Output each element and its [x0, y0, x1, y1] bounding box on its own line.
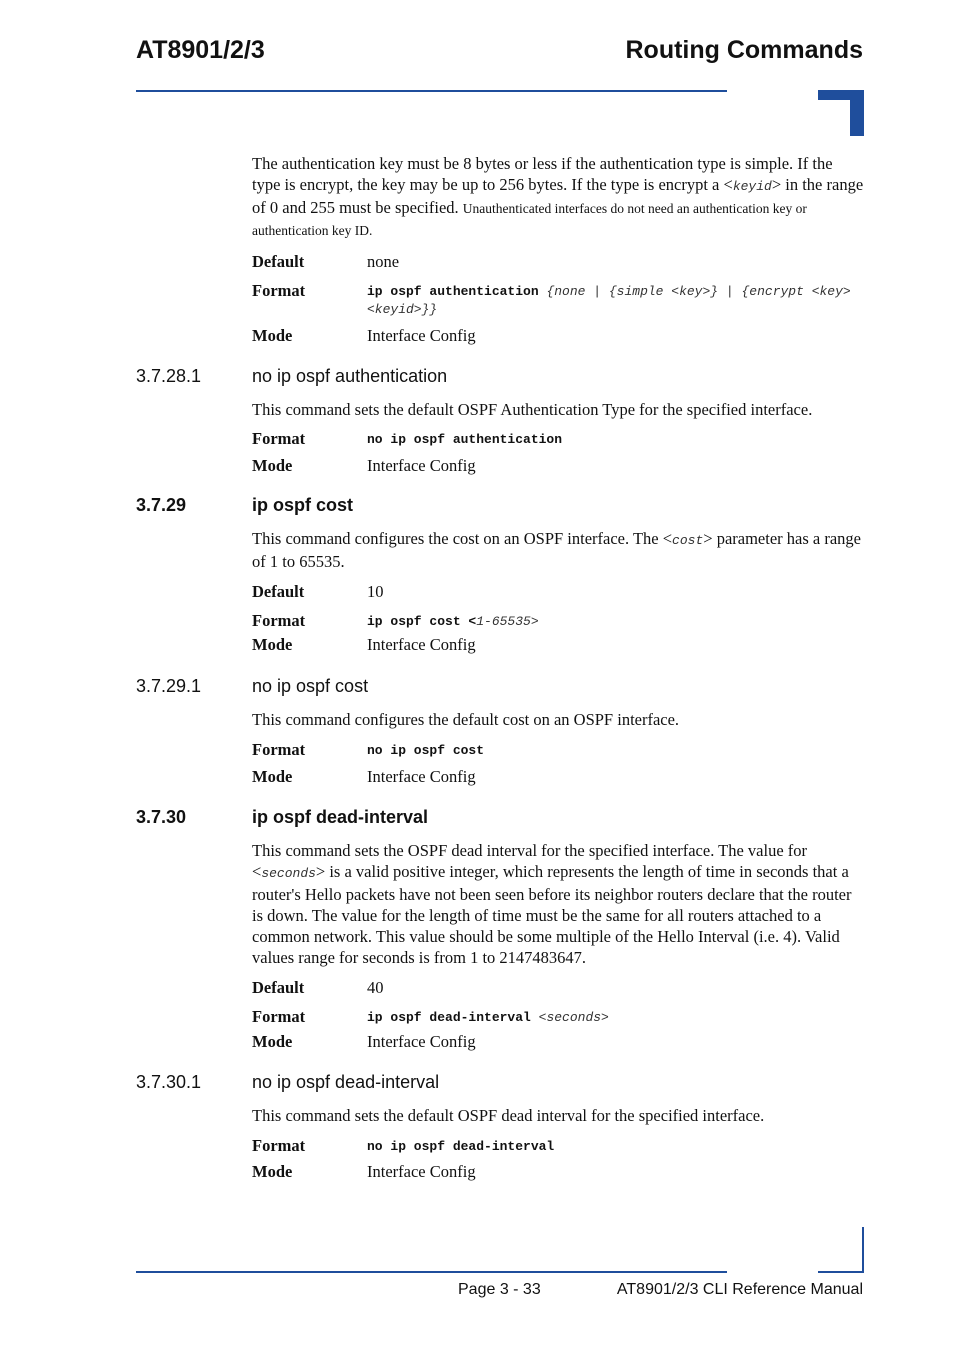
section-heading: 3.7.29 ip ospf cost	[136, 495, 354, 515]
mode-row: Mode Interface Config	[252, 767, 476, 786]
intro-paragraph: The authentication key must be 8 bytes or less if the authentication type is simple. If the type is encrypt, the key may be up to 256 bytes. If the type is encrypt a <keyid> in the range of 0 and 255 must be specified. Unauthenticated interfaces do not need an authentication key or authentication key ID.	[252, 154, 864, 238]
section-description: This command sets the default OSPF dead interval for the specified interface.	[252, 1106, 765, 1125]
footer-corner-mark	[862, 1227, 864, 1273]
section-description: This command configures the cost on an OSPF interface. The <cost> parameter has a range of 1 to 65535.	[252, 529, 861, 571]
intro-format-row: Format ip ospf authentication {none | {simple <key>} | {encrypt <key> <keyid>}}	[252, 281, 851, 317]
mode-row: Mode Interface Config	[252, 456, 476, 475]
section-heading: 3.7.30 ip ospf dead-interval	[136, 807, 429, 827]
section-description: This command configures the default cost on an OSPF interface.	[252, 710, 680, 729]
format-row: Format ip ospf cost <1-65535>	[252, 611, 539, 630]
mode-row: Mode Interface Config	[252, 1162, 476, 1181]
mode-row: Mode Interface Config	[252, 635, 476, 654]
intro-default-row: Default none	[252, 252, 400, 271]
format-row: Format no ip ospf cost	[252, 740, 485, 759]
section-heading: 3.7.28.1 no ip ospf authentication	[136, 366, 448, 386]
default-row: Default 10	[252, 582, 384, 601]
mode-row: Mode Interface Config	[252, 1032, 476, 1051]
header-rule	[136, 90, 727, 92]
default-row: Default 40	[252, 978, 384, 997]
format-row: Format ip ospf dead-interval <seconds>	[252, 1007, 609, 1026]
section-heading: 3.7.29.1 no ip ospf cost	[136, 676, 369, 696]
page-content	[0, 153, 954, 1182]
header-product: AT8901/2/3	[136, 36, 265, 64]
page-number: Page 3 - 33	[458, 1281, 541, 1298]
section-description: This command sets the default OSPF Authentication Type for the specified interface.	[252, 400, 813, 419]
header-chapter: Routing Commands	[625, 36, 863, 64]
header-corner-mark-side	[850, 90, 864, 136]
intro-mode-row: Mode Interface Config	[252, 326, 476, 345]
manual-title: AT8901/2/3 CLI Reference Manual	[616, 1281, 863, 1298]
section-description: This command sets the OSPF dead interval for the specified interface. The value for <seconds> is a valid positive integer, which represents the length of time in seconds that a router's Hello packets have not been seen before its neighbor routers declare that the router is down. The value for the length of time must be the same for all routers attached to a common network. This value should be some multiple of the Hello Interval (i.e. 4). Valid values range for seconds is from 1 to 2147483647.	[252, 841, 852, 967]
footer-rule	[136, 1271, 727, 1273]
format-row: Format no ip ospf dead-interval	[252, 1136, 555, 1155]
format-row: Format no ip ospf authentication	[252, 429, 563, 448]
section-heading: 3.7.30.1 no ip ospf dead-interval	[136, 1072, 440, 1092]
footer-corner-mark-bottom	[818, 1271, 864, 1273]
